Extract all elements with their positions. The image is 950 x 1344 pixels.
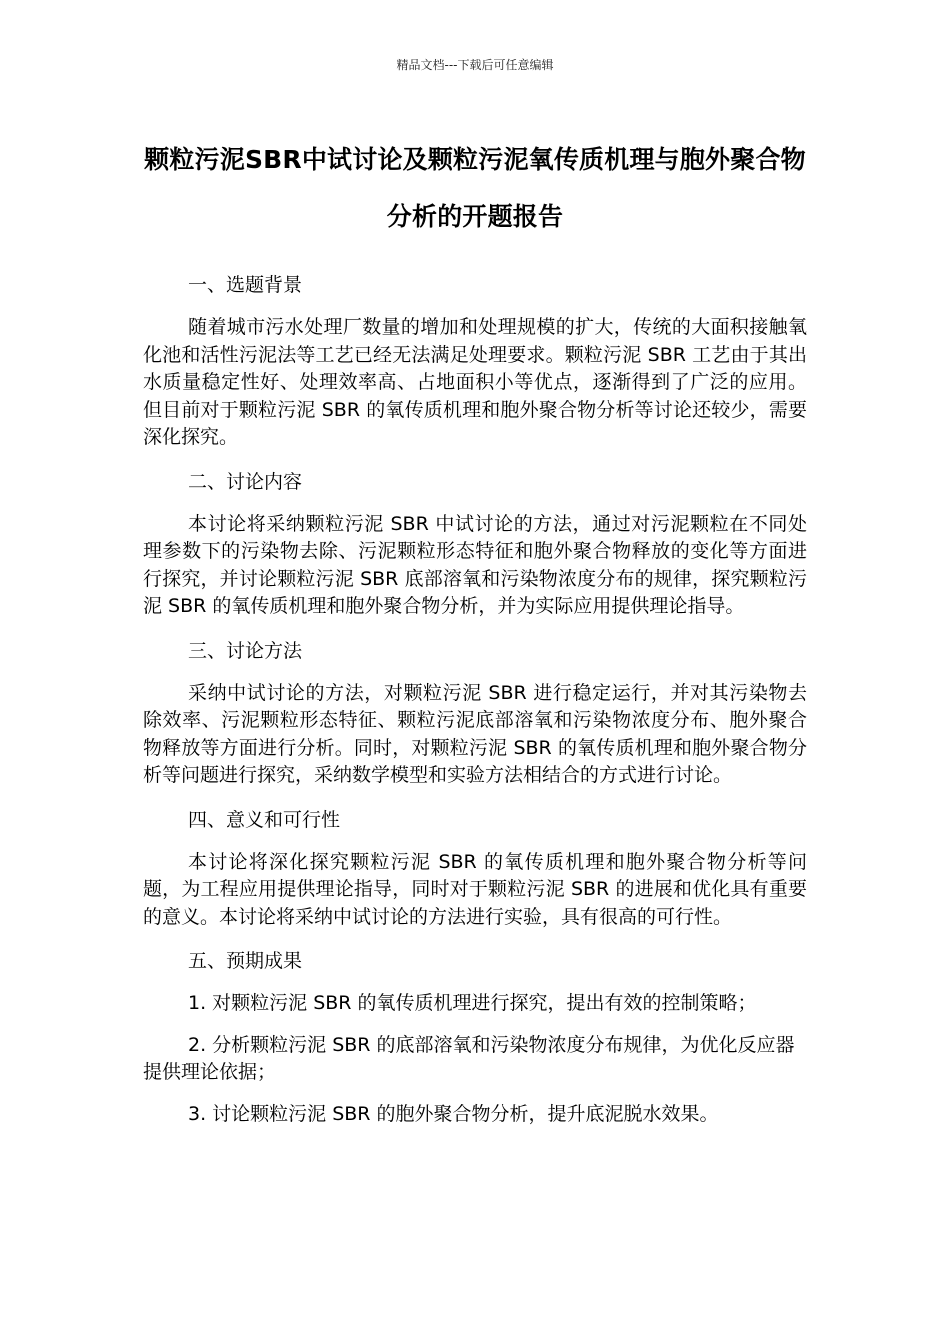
section-heading-background: 一、选题背景 (188, 274, 303, 296)
document-body (143, 270, 807, 1142)
section-heading-content: 二、讨论内容 (188, 470, 303, 493)
section-paragraph-significance: 本讨论将深化探究颗粒污泥 SBR 的氧传质机理和胞外聚合物分析等问题，为工程应用提供理论指导，同时对于颗粒污泥 SBR 的进展和优化具有重要的意义。本讨论将采纳中试讨论的方法进行实验，具有很高的可行性。 (143, 850, 807, 928)
expected-result-item-1: 1. 对颗粒污泥 SBR 的氧传质机理进行探究，提出有效的控制策略； (188, 992, 757, 1014)
section-heading-expected-results: 五、预期成果 (188, 950, 303, 972)
section-paragraph-method: 采纳中试讨论的方法，对颗粒污泥 SBR 进行稳定运行，并对其污染物去除效率、污泥颗粒形态特征、颗粒污泥底部溶氧和污染物浓度分布、胞外聚合物释放等方面进行分析。同时，对颗粒污泥 SBR 的氧传质机理和胞外聚合物分析等问题进行探究，采纳数学模型和实验方法相结合的方式进行讨论。 (143, 681, 807, 786)
section-paragraph-content: 本讨论将采纳颗粒污泥 SBR 中试讨论的方法，通过对污泥颗粒在不同处理参数下的污染物去除、污泥颗粒形态特征和胞外聚合物释放的变化等方面进行探究，并讨论颗粒污泥 SBR 底部溶氧和污染物浓度分布的规律，探究颗粒污泥 SBR 的氧传质机理和胞外聚合物分析，并为实际应用提供理论指导。 (143, 512, 807, 617)
expected-result-item-2: 2. 分析颗粒污泥 SBR 的底部溶氧和污染物浓度分布规律，为优化反应器提供理论依据； (143, 1033, 795, 1083)
section-heading-significance: 四、意义和可行性 (188, 808, 341, 831)
section-paragraph-background: 随着城市污水处理厂数量的增加和处理规模的扩大，传统的大面积接触氧化池和活性污泥法等工艺已经无法满足处理要求。颗粒污泥 SBR 工艺由于其出水质量稳定性好、处理效率高、占地面积小等优点，逐渐得到了广泛的应用。但目前对于颗粒污泥 SBR 的氧传质机理和胞外聚合物分析等讨论还较少，需要深化探究。 (143, 316, 807, 448)
document-title: 颗粒污泥SBR中试讨论及颗粒污泥氧传质机理与胞外聚合物分析的开题报告 (144, 145, 806, 231)
section-heading-method: 三、讨论方法 (188, 639, 303, 662)
expected-result-item-3: 3. 讨论颗粒污泥 SBR 的胞外聚合物分析，提升底泥脱水效果。 (188, 1102, 719, 1125)
header-note: 精品文档---下载后可任意编辑 (396, 58, 554, 72)
